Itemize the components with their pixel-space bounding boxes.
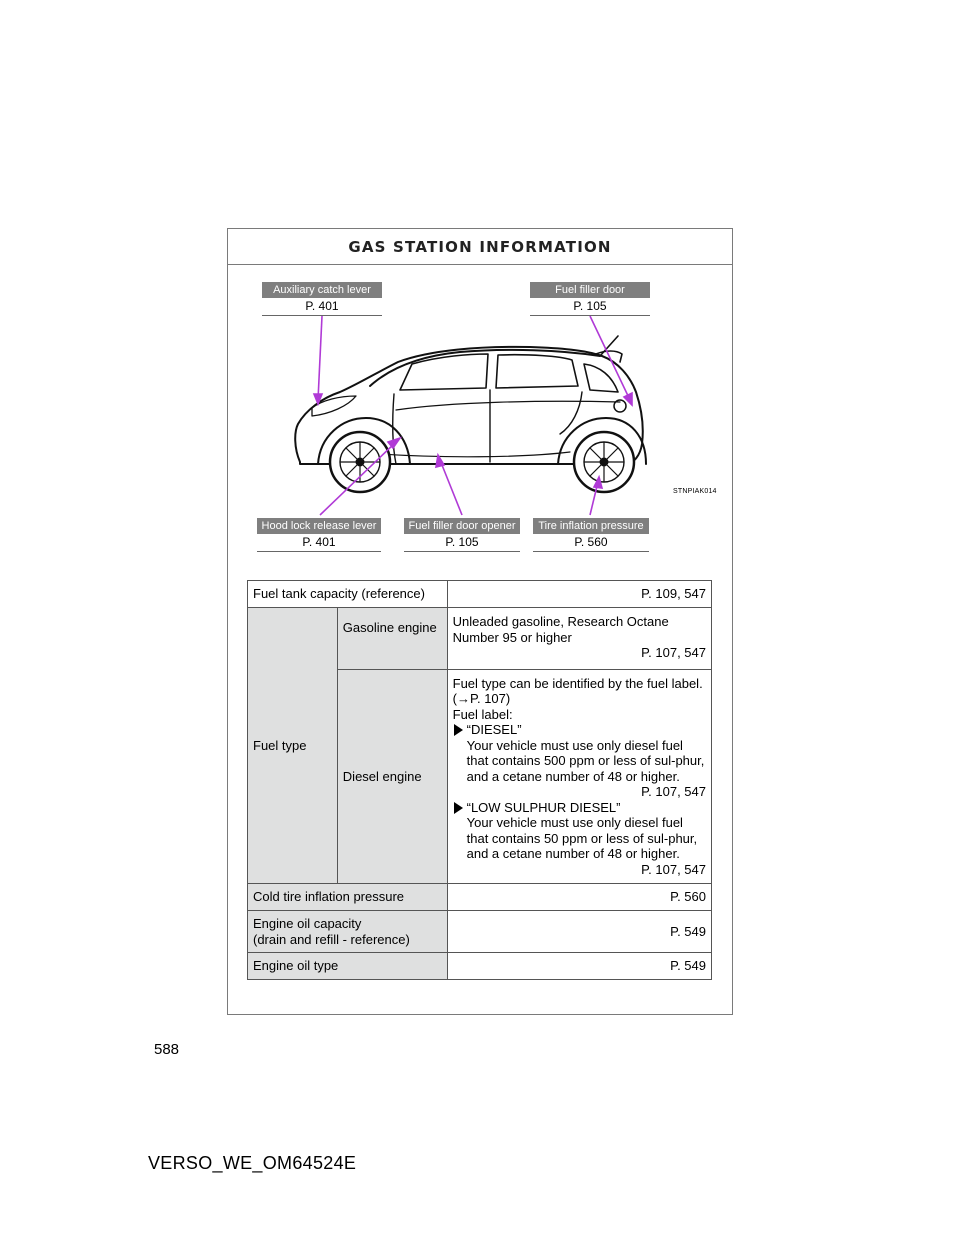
callout-page-ref: P. 560 — [533, 534, 649, 552]
oil-type-label: Engine oil type — [248, 953, 448, 980]
oil-capacity-ref: P. 549 — [447, 911, 711, 953]
triangle-bullet-icon — [454, 724, 463, 736]
table-row — [248, 953, 712, 980]
front-window — [400, 354, 488, 390]
callout-fuel-filler-door-opener — [404, 518, 520, 552]
list-item — [453, 722, 706, 738]
gasoline-engine-cell — [447, 608, 711, 670]
callout-label: Fuel filler door — [530, 282, 650, 298]
panel-title: GAS STATION INFORMATION — [348, 237, 612, 256]
fuel-tank-label: Fuel tank capacity (reference) — [248, 581, 448, 608]
oil-capacity-label: Engine oil capacity — [253, 916, 362, 931]
table-row — [248, 911, 712, 953]
list-item — [453, 800, 706, 816]
callout-page-ref: P. 401 — [262, 298, 382, 316]
front-wheel — [330, 432, 390, 492]
specifications-table — [247, 580, 712, 980]
callout-label: Fuel filler door opener — [404, 518, 520, 534]
oil-capacity-sublabel: (drain and refill - reference) — [253, 931, 410, 947]
list-item-ref: P. 107, 547 — [641, 861, 706, 877]
gasoline-engine-ref: P. 107, 547 — [641, 645, 706, 660]
rear-wheel — [574, 432, 634, 492]
callout-page-ref: P. 105 — [404, 534, 520, 552]
callout-label: Auxiliary catch lever — [262, 282, 382, 298]
fuel-type-label: Fuel type — [248, 608, 338, 884]
callout-fuel-filler-door — [530, 282, 650, 316]
belt-line — [396, 401, 620, 410]
diesel-engine-label: Diesel engine — [337, 669, 447, 884]
diesel-intro-ref: P. 107) — [469, 691, 511, 706]
rear-window — [496, 355, 578, 388]
list-item-text: Your vehicle must use only diesel fuel that contains 50 ppm or less of sul-phur, and a cetane number of 48 or higher. — [466, 815, 698, 861]
triangle-bullet-icon — [454, 802, 463, 814]
diesel-intro-text: Fuel type can be identified by the fuel label. ( — [452, 675, 703, 706]
cold-tire-ref: P. 560 — [447, 884, 711, 911]
cold-tire-label: Cold tire inflation pressure — [248, 884, 448, 911]
gasoline-engine-label: Gasoline engine — [337, 608, 447, 670]
fuel-tank-ref: P. 109, 547 — [447, 581, 711, 608]
quarter-window — [584, 364, 618, 392]
table-row — [248, 581, 712, 608]
list-item-text: Your vehicle must use only diesel fuel that contains 500 ppm or less of sul-phur, and a cetane number of 48 or higher. — [466, 737, 705, 784]
list-item-ref: P. 107, 547 — [641, 784, 706, 799]
callout-hood-lock-release-lever — [257, 518, 381, 552]
callout-tire-inflation-pressure — [533, 518, 649, 552]
page-number: 588 — [154, 1041, 180, 1058]
oil-capacity-cell — [248, 911, 448, 953]
callout-label: Tire inflation pressure — [533, 518, 649, 534]
footer-document-code: VERSO_WE_OM64524E — [148, 1153, 357, 1173]
callout-page-ref: P. 105 — [530, 298, 650, 316]
gasoline-engine-text: Unleaded gasoline, Research Octane Number 95 or higher — [452, 614, 669, 645]
callout-auxiliary-catch-lever — [262, 282, 382, 316]
diesel-intro — [453, 676, 706, 707]
list-item-title: “DIESEL” — [466, 722, 522, 737]
illustration-code: STNPIAK014 — [673, 488, 717, 495]
list-item-title: “LOW SULPHUR DIESEL” — [466, 799, 621, 815]
arrow-icon: → — [456, 691, 470, 706]
table-row — [248, 608, 712, 670]
table-row — [248, 884, 712, 911]
diesel-engine-cell — [447, 669, 711, 884]
oil-type-ref: P. 549 — [447, 953, 711, 980]
fuel-label-heading: Fuel label: — [452, 706, 513, 722]
antenna — [600, 336, 618, 356]
callout-label: Hood lock release lever — [257, 518, 381, 534]
callout-page-ref: P. 401 — [257, 534, 381, 552]
